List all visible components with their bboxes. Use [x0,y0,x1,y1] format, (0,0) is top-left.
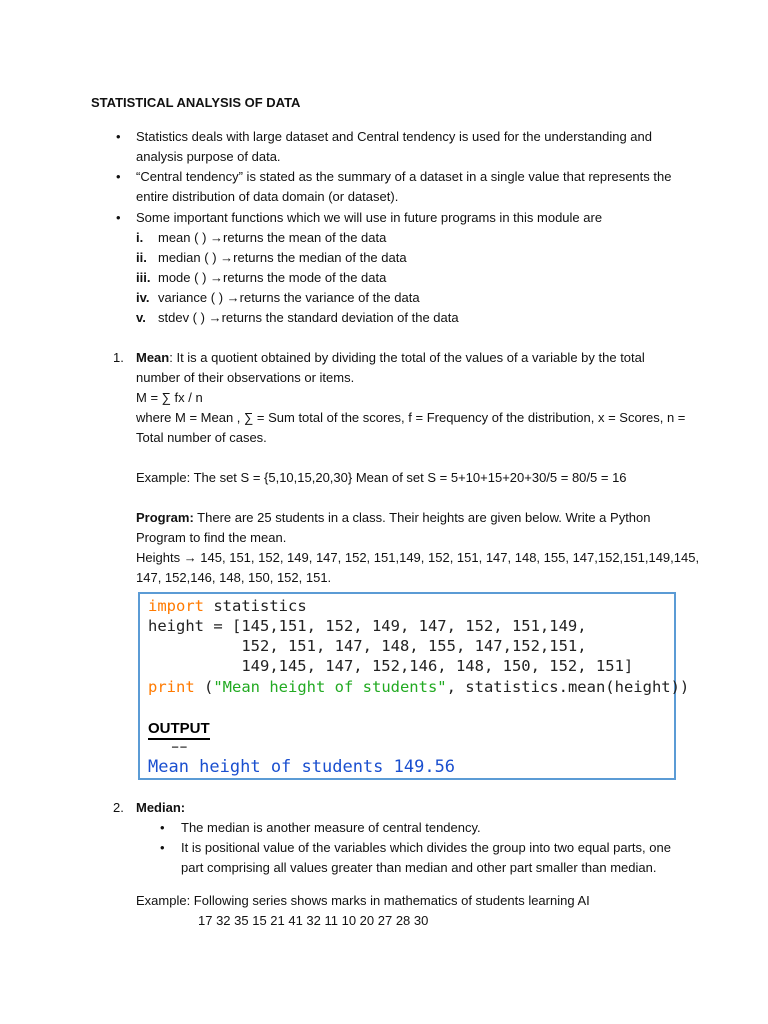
code-line-5 [148,677,689,698]
program-text: There are 25 students in a class. Their heights are given below. Write a Python [193,510,651,525]
code-text: , statistics.mean(height)) [446,678,690,696]
section-number: 1. [113,350,124,365]
mean-description-line-1 [136,348,645,368]
median-bullet-2-line-1: It is positional value of the variables which divides the group into two equal parts, one [181,840,671,855]
mean-description-text: : It is a quotient obtained by dividing the total of the values of a variable by the total [169,350,645,365]
program-label: Program: [136,510,194,525]
function-number: ii. [136,250,147,265]
function-item: median ( ) →returns the median of the data [158,250,407,265]
function-number: i. [136,230,144,245]
program-line-1 [136,508,651,528]
code-keyword-import: import [148,597,204,615]
intro-bullet-1-line-2: analysis purpose of data. [136,149,281,164]
code-line-1 [148,596,307,617]
intro-bullet-1-line-1: Statistics deals with large dataset and Central tendency is used for the understanding and [136,129,652,144]
output-label: OUTPUT [148,720,210,740]
function-item: mode ( ) →returns the mode of the data [158,270,387,285]
mean-where-line-2: Total number of cases. [136,430,267,445]
code-text: statistics [204,597,307,615]
intro-bullet-2-line-2: entire distribution of data domain (or dataset). [136,189,399,204]
mean-description-line-2: number of their observations or items. [136,370,355,385]
code-screenshot [138,592,690,780]
function-number: v. [136,310,146,325]
artifact-mark: ▔ ▔ [172,747,187,756]
median-series: 17 32 35 15 21 41 32 11 10 20 27 28 30 [198,913,429,928]
output-text: Mean height of students 149.56 [148,757,456,777]
page-title: STATISTICAL ANALYSIS OF DATA [91,95,301,110]
median-example: Example: Following series shows marks in mathematics of students learning AI [136,893,590,908]
heights-line-1: Heights → 145, 151, 152, 149, 147, 152, 151,149, 152, 151, 147, 148, 155, 147,152,151,149,145, [136,550,700,565]
heights-line-2: 147, 152,146, 148, 150, 152, 151. [136,570,332,585]
intro-bullet-3-line-1: Some important functions which we will use in future programs in this module are [136,210,603,225]
bullet-dot: • [116,210,121,225]
function-number: iv. [136,290,150,305]
function-item: stdev ( ) →returns the standard deviation of the data [158,310,459,325]
mean-where-line-1: where M = Mean , ∑ = Sum total of the scores, f = Frequency of the distribution, x = Scores, n = [136,410,686,425]
code-text: ( [194,678,214,696]
function-item: variance ( ) →returns the variance of the data [158,290,420,305]
code-string: "Mean height of students" [213,678,447,696]
mean-heading: Mean [136,350,170,365]
bullet-dot: • [160,840,165,855]
mean-formula: M = ∑ fx / n [136,390,203,405]
section-number: 2. [113,800,124,815]
code-line-4: 149,145, 147, 152,146, 148, 150, 152, 151] [148,657,634,675]
code-line-3: 152, 151, 147, 148, 155, 147,152,151, [148,637,587,655]
function-item: mean ( ) →returns the mean of the data [158,230,387,245]
program-line-2: Program to find the mean. [136,530,287,545]
median-bullet-1: The median is another measure of central tendency. [181,820,481,835]
bullet-dot: • [116,169,121,184]
function-number: iii. [136,270,151,285]
code-line-2: height = [145,151, 152, 149, 147, 152, 151,149, [148,617,587,635]
median-bullet-2-line-2: part comprising all values greater than median and other part smaller than median. [181,860,657,875]
mean-example: Example: The set S = {5,10,15,20,30} Mean of set S = 5+10+15+20+30/5 = 80/5 = 16 [136,470,627,485]
bullet-dot: • [160,820,165,835]
intro-bullet-2-line-1: “Central tendency” is stated as the summary of a dataset in a single value that represents the [136,169,672,184]
code-keyword-print: print [148,678,195,696]
bullet-dot: • [116,129,121,144]
median-heading: Median: [136,800,186,815]
